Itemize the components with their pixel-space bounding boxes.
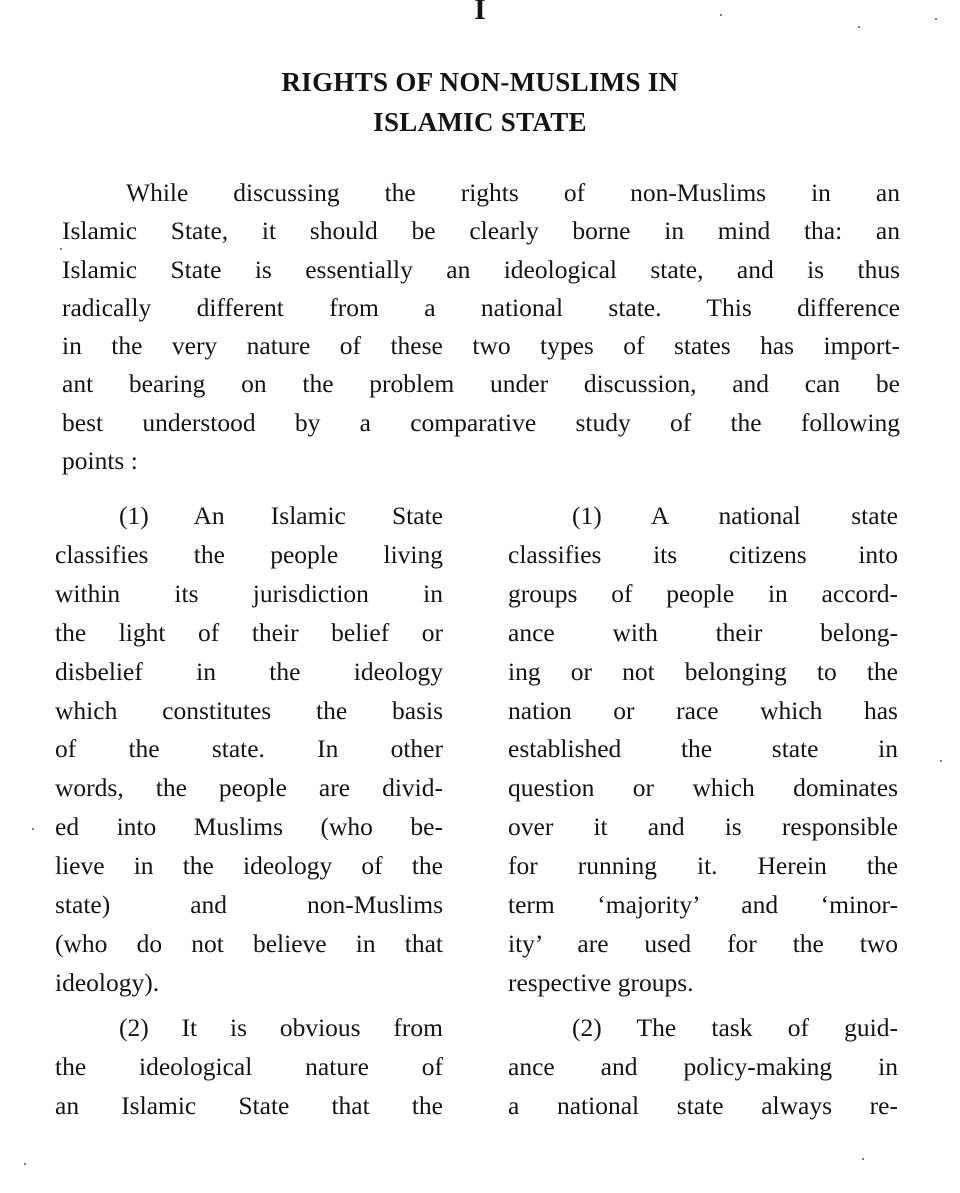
text-line: over it and is responsible xyxy=(508,812,898,842)
text-line: classifies the people living xyxy=(55,539,443,569)
intro-line: in the very nature of these two types of states has import- xyxy=(62,331,900,361)
text-line: term ‘majority’ and ‘minor- xyxy=(508,890,898,920)
text-line: (2) The task of guid- xyxy=(572,1012,898,1042)
scan-speck xyxy=(858,26,860,28)
text-line: words, the people are divid- xyxy=(55,773,443,803)
text-line: for running it. Herein the xyxy=(508,851,898,881)
text-line: lieve in the ideology of the xyxy=(55,851,443,881)
intro-line: Islamic State is essentially an ideological state, and is thus xyxy=(62,254,900,284)
text-line: within its jurisdiction in xyxy=(55,578,443,608)
text-line: ity’ are used for the two xyxy=(508,928,898,958)
text-line: established the state in xyxy=(508,734,898,764)
text-line: ance and policy-making in xyxy=(508,1051,898,1081)
scan-speck xyxy=(720,14,722,16)
intro-line: radically different from a national state. This difference xyxy=(62,292,900,322)
text-line: of the state. In other xyxy=(55,734,443,764)
text-line: the light of their belief or xyxy=(55,617,443,647)
text-line: question or which dominates xyxy=(508,773,898,803)
intro-line: Islamic State, it should be clearly borne in mind tha: an xyxy=(62,216,900,246)
chapter-title xyxy=(0,62,960,142)
text-line: which constitutes the basis xyxy=(55,695,443,725)
text-line: (2) It is obvious from xyxy=(119,1012,443,1042)
text-line: state) and non-Muslims xyxy=(55,890,443,920)
chapter-title-line-1: RIGHTS OF NON-MUSLIMS IN xyxy=(281,67,679,97)
text-line: ing or not belonging to the xyxy=(508,656,898,686)
chapter-title-line-2: ISLAMIC STATE xyxy=(373,107,587,137)
text-line: ance with their belong- xyxy=(508,617,898,647)
scan-speck xyxy=(940,760,942,762)
text-line: (1) A national state xyxy=(572,501,898,530)
text-line: classifies its citizens into xyxy=(508,539,898,569)
national-state-column xyxy=(508,497,898,1132)
text-line: respective groups. xyxy=(508,967,694,997)
islamic-point-2 xyxy=(55,1009,443,1126)
scan-speck xyxy=(935,18,937,20)
text-line: disbelief in the ideology xyxy=(55,656,443,686)
islamic-state-column xyxy=(55,497,443,1132)
scan-speck xyxy=(32,828,34,830)
scan-speck xyxy=(24,1163,26,1165)
text-line: ideology). xyxy=(55,967,160,997)
intro-line: ant bearing on the problem under discussion, and can be xyxy=(62,369,900,399)
page-number: I xyxy=(474,0,486,26)
text-line: ed into Muslims (who be- xyxy=(55,812,443,842)
islamic-point-1 xyxy=(55,497,443,1003)
national-point-2 xyxy=(508,1009,898,1126)
text-line: (who do not believe in that xyxy=(55,928,443,958)
intro-line: While discussing the rights of non-Muslims in an xyxy=(126,178,900,207)
text-line: the ideological nature of xyxy=(55,1051,443,1081)
intro-line: best understood by a comparative study of the following xyxy=(62,407,900,437)
text-line: (1) An Islamic State xyxy=(119,501,443,530)
text-line: a national state always re- xyxy=(508,1090,898,1120)
text-line: nation or race which has xyxy=(508,695,898,725)
scan-speck xyxy=(862,1158,864,1160)
text-line: an Islamic State that the xyxy=(55,1090,443,1120)
intro-paragraph xyxy=(62,174,900,480)
intro-line: points : xyxy=(62,446,138,476)
scan-speck xyxy=(60,248,62,250)
national-point-1 xyxy=(508,497,898,1003)
text-line: groups of people in accord- xyxy=(508,578,898,608)
